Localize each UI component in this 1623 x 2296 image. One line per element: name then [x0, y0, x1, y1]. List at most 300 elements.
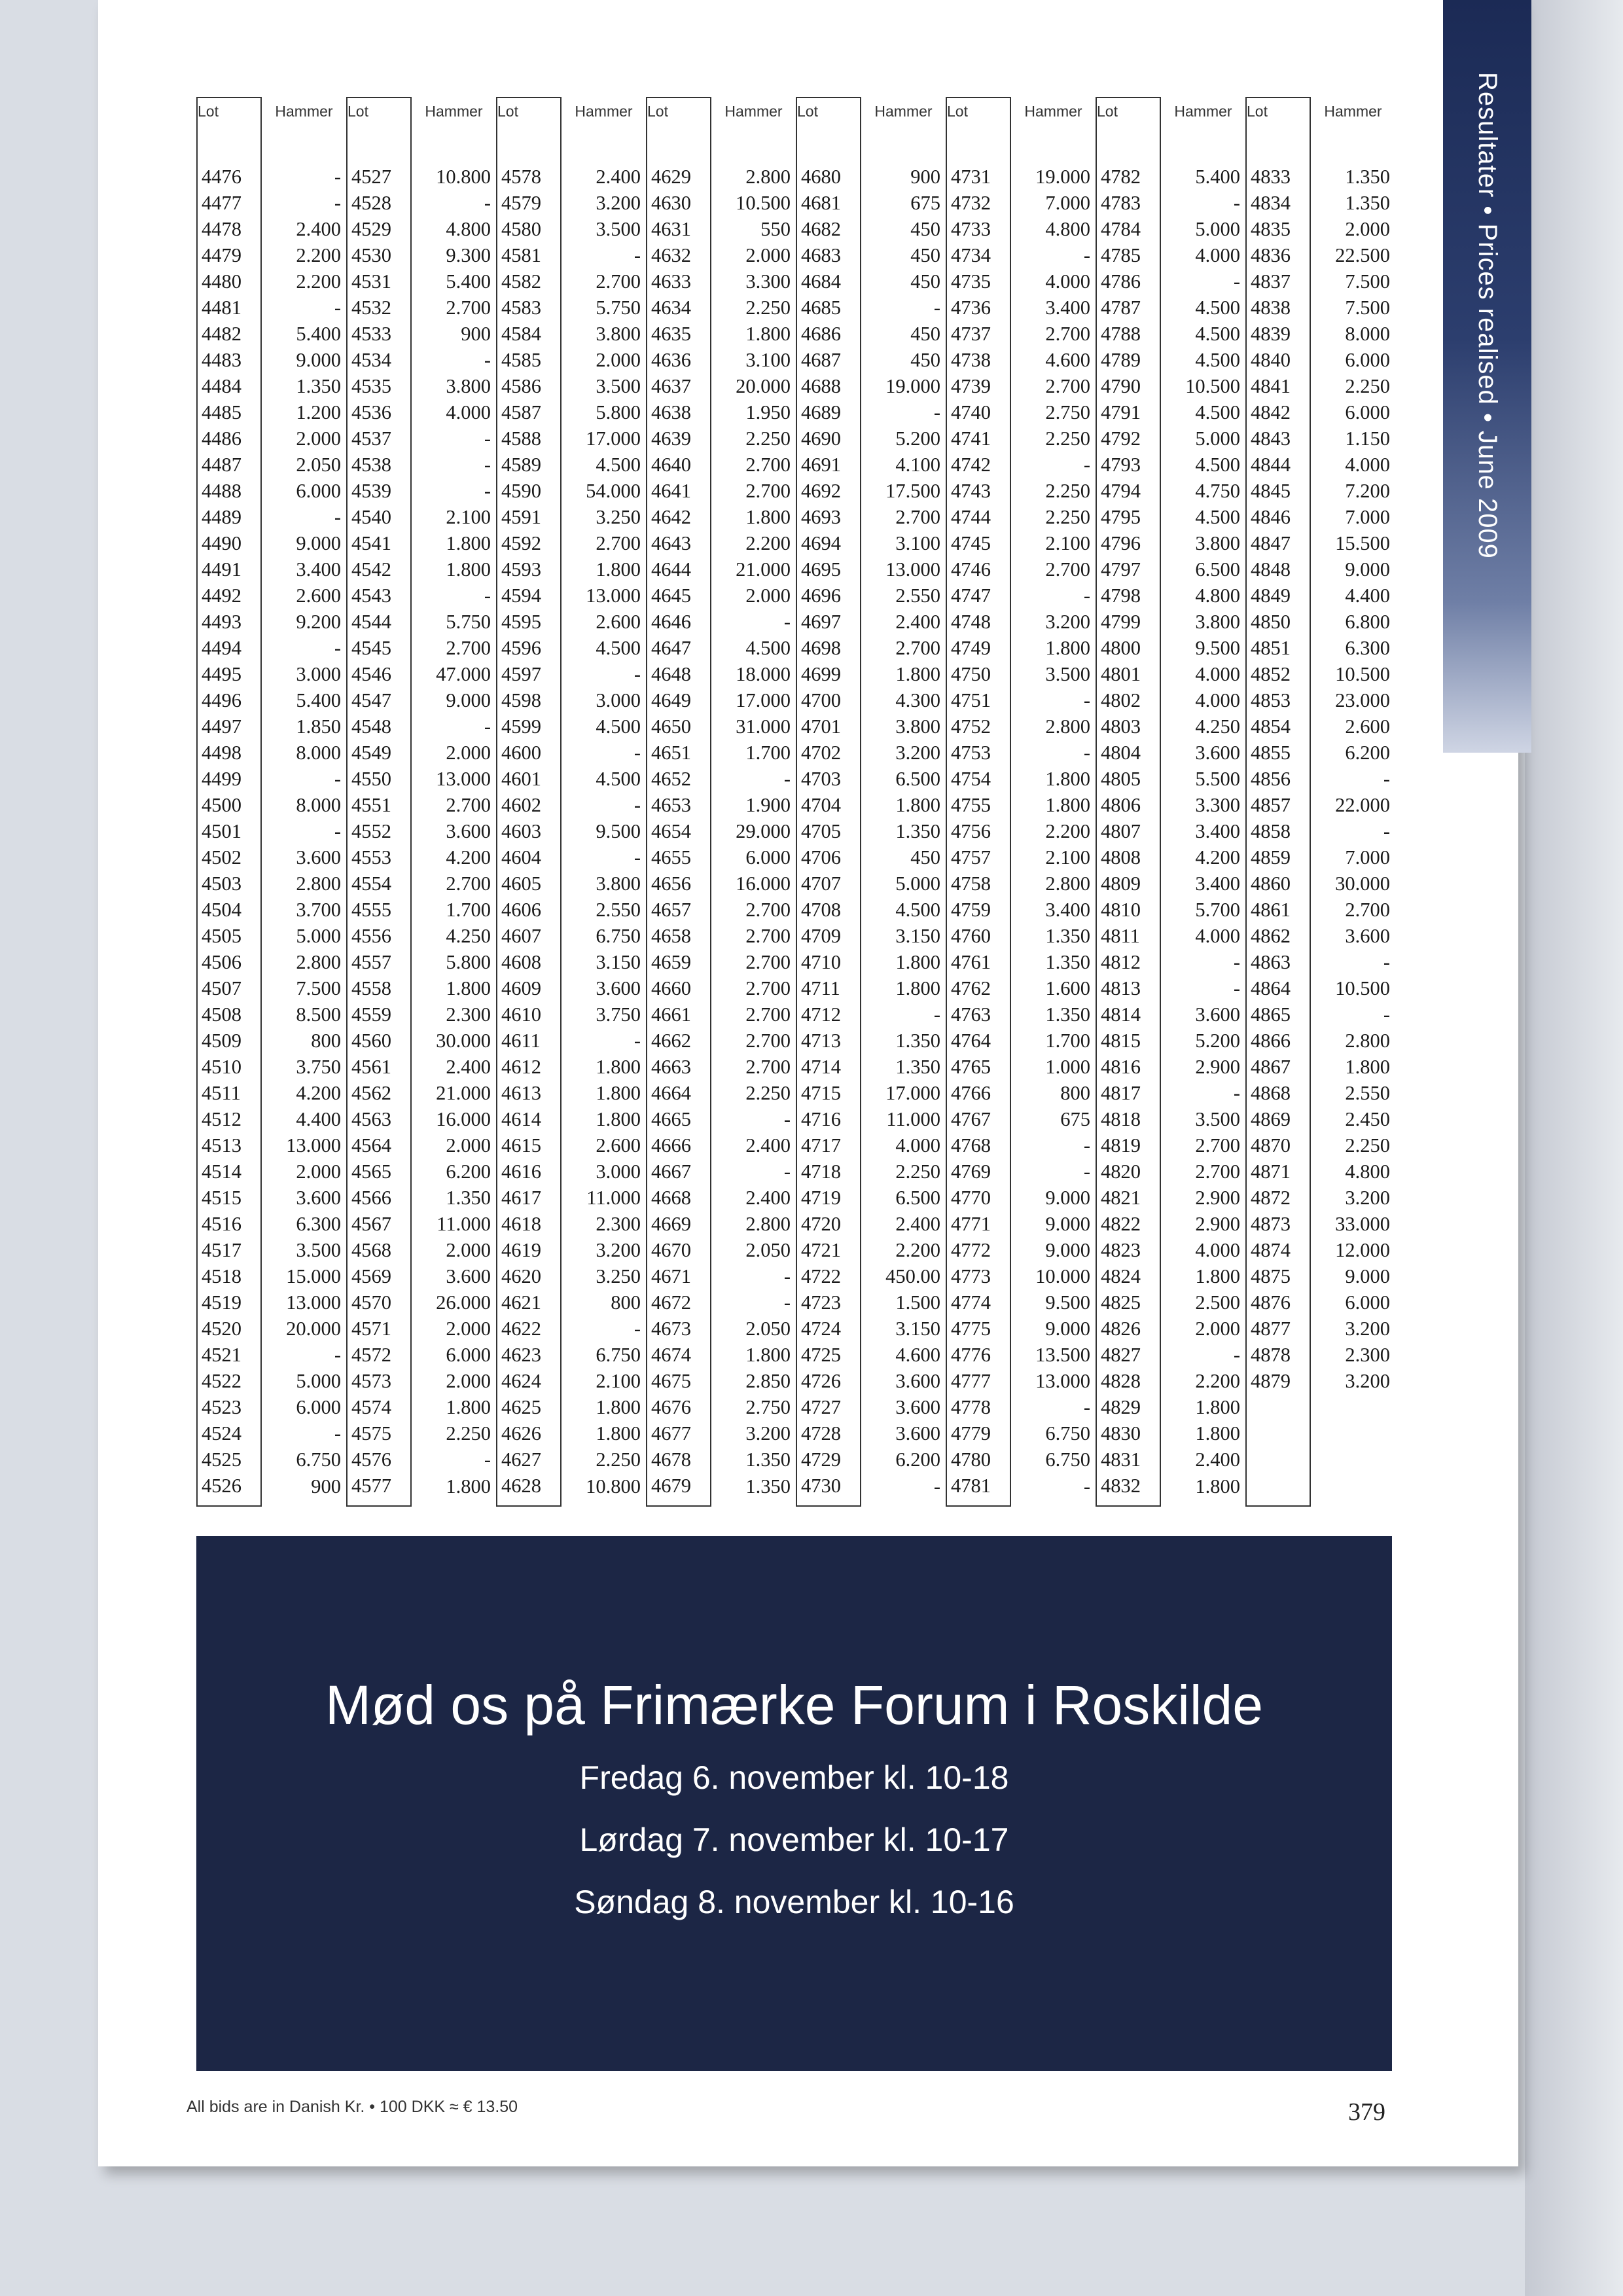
- hammer-price: 3.700: [296, 899, 341, 921]
- hammer-price: 2.300: [596, 1213, 641, 1235]
- lot-number: 4522: [197, 1368, 261, 1394]
- hammer-price: 3.600: [1345, 925, 1390, 947]
- hammer-price: 4.250: [446, 925, 491, 947]
- hammer-price: 2.700: [895, 506, 940, 528]
- hammer-price: 9.200: [296, 611, 341, 633]
- lot-number: 4743: [946, 478, 1010, 504]
- lot-number: 4728: [796, 1420, 861, 1446]
- lot-number: 4659: [647, 949, 711, 975]
- hammer-price: 6.300: [296, 1213, 341, 1235]
- hammer-price: 450: [910, 244, 940, 266]
- hammer-price: 54.000: [586, 480, 641, 502]
- hammer-price: 2.000: [1195, 1318, 1240, 1340]
- lot-number: 4571: [347, 1316, 411, 1342]
- hammer-price: 3.150: [895, 1318, 940, 1340]
- hammer-price: 4.800: [1345, 1160, 1390, 1183]
- hammer-price: 22.000: [1335, 794, 1390, 816]
- hammer-price: -: [933, 401, 940, 423]
- page-number: 379: [1348, 2098, 1385, 2126]
- hammer-price: 3.500: [596, 375, 641, 397]
- hammer-price: 2.750: [1045, 401, 1090, 423]
- hammer-price: 2.250: [596, 1448, 641, 1471]
- lot-number: 4481: [197, 295, 261, 321]
- lot-number: 4671: [647, 1263, 711, 1289]
- hammer-price: 1.800: [446, 977, 491, 999]
- lot-number: 4521: [197, 1342, 261, 1368]
- hammer-price: 900: [311, 1475, 341, 1498]
- table-row: [197, 1001, 1396, 1028]
- lot-number: 4640: [647, 452, 711, 478]
- hammer-price: 1.900: [745, 794, 791, 816]
- hammer-price: 12.000: [1335, 1239, 1390, 1261]
- lot-number: 4847: [1246, 530, 1310, 556]
- lot-number: 4779: [946, 1420, 1010, 1446]
- lot-number: 4655: [647, 844, 711, 870]
- hammer-price: 2.700: [745, 1003, 791, 1026]
- hammer-price: 1.350: [1345, 166, 1390, 188]
- lot-number: 4553: [347, 844, 411, 870]
- hammer-price: 3.600: [296, 1187, 341, 1209]
- hammer-price: 4.800: [1195, 584, 1240, 607]
- lot-number: 4825: [1096, 1289, 1160, 1316]
- lot-number: 4635: [647, 321, 711, 347]
- lot-number: 4809: [1096, 870, 1160, 897]
- lot-number: 4592: [497, 530, 561, 556]
- hammer-price: 2.800: [745, 166, 791, 188]
- lot-number: 4877: [1246, 1316, 1310, 1342]
- hammer-price: -: [1383, 951, 1390, 973]
- lot-number: 4853: [1246, 687, 1310, 713]
- hammer-price: 6.500: [895, 1187, 940, 1209]
- lot-number: 4869: [1246, 1106, 1310, 1132]
- lot-number: 4588: [497, 425, 561, 452]
- table-row: [197, 1289, 1396, 1316]
- lot-number: 4489: [197, 504, 261, 530]
- lot-number: 4508: [197, 1001, 261, 1028]
- lot-number: 4587: [497, 399, 561, 425]
- hammer-price: 2.800: [1345, 1030, 1390, 1052]
- lot-number: 4732: [946, 190, 1010, 216]
- lot-number: 4879: [1246, 1368, 1310, 1394]
- lot-number: 4601: [497, 766, 561, 792]
- spacer-cell: [1246, 124, 1310, 164]
- lot-number: 4692: [796, 478, 861, 504]
- lot-number: 4802: [1096, 687, 1160, 713]
- hammer-price: -: [633, 742, 641, 764]
- hammer-price: 6.500: [1195, 558, 1240, 581]
- table-row: [197, 740, 1396, 766]
- hammer-price: 2.700: [745, 925, 791, 947]
- lot-number: 4845: [1246, 478, 1310, 504]
- hammer-price: 3.500: [596, 218, 641, 240]
- lot-number: 4518: [197, 1263, 261, 1289]
- spacer-cell: [561, 124, 647, 164]
- lot-number: 4727: [796, 1394, 861, 1420]
- lot-number: 4799: [1096, 609, 1160, 635]
- lot-number: 4766: [946, 1080, 1010, 1106]
- hammer-price: 4.500: [1195, 349, 1240, 371]
- lot-number: 4841: [1246, 373, 1310, 399]
- hammer-price: -: [783, 768, 791, 790]
- lot-number: 4591: [497, 504, 561, 530]
- lot-number: 4581: [497, 242, 561, 268]
- lot-number: 4827: [1096, 1342, 1160, 1368]
- spacer-cell: [1160, 124, 1246, 164]
- hammer-price: -: [334, 192, 341, 214]
- lot-number: 4812: [1096, 949, 1160, 975]
- lot-number: 4502: [197, 844, 261, 870]
- lot-number: 4816: [1096, 1054, 1160, 1080]
- lot-number: 4698: [796, 635, 861, 661]
- lot-number: 4682: [796, 216, 861, 242]
- lot-number: 4572: [347, 1342, 411, 1368]
- lot-number: 4666: [647, 1132, 711, 1158]
- header-hammer: Hammer: [1174, 102, 1232, 120]
- lot-number: 4797: [1096, 556, 1160, 583]
- hammer-price: 2.250: [1345, 1134, 1390, 1157]
- hammer-price: 2.550: [1345, 1082, 1390, 1104]
- table-row: [197, 1080, 1396, 1106]
- lot-number: 4839: [1246, 321, 1310, 347]
- lot-number: 4583: [497, 295, 561, 321]
- table-row: [197, 478, 1396, 504]
- hammer-price: 17.000: [885, 1082, 940, 1104]
- hammer-price: 6.200: [446, 1160, 491, 1183]
- hammer-price: 3.400: [1045, 899, 1090, 921]
- hammer-price: -: [1083, 584, 1090, 607]
- hammer-price: 1.800: [596, 1108, 641, 1130]
- spacer-cell: [261, 124, 347, 164]
- hammer-price: -: [334, 637, 341, 659]
- spacer-cell: [647, 124, 711, 164]
- lot-number: 4622: [497, 1316, 561, 1342]
- lot-number: 4563: [347, 1106, 411, 1132]
- hammer-price: 6.000: [296, 1396, 341, 1418]
- lot-number: 4516: [197, 1211, 261, 1237]
- hammer-price: 2.600: [596, 1134, 641, 1157]
- lot-number: 4787: [1096, 295, 1160, 321]
- hammer-price: 3.200: [895, 742, 940, 764]
- lot-number: 4867: [1246, 1054, 1310, 1080]
- hammer-price: 4.750: [1195, 480, 1240, 502]
- hammer-price: 4.300: [895, 689, 940, 711]
- lot-number: 4838: [1246, 295, 1310, 321]
- hammer-price: 1.200: [296, 401, 341, 423]
- hammer-price: -: [633, 846, 641, 869]
- lot-number: 4798: [1096, 583, 1160, 609]
- banner-date-friday: Fredag 6. november kl. 10-18: [579, 1759, 1009, 1796]
- lot-number: 4690: [796, 425, 861, 452]
- lot-number: 4568: [347, 1237, 411, 1263]
- hammer-price: -: [933, 296, 940, 319]
- lot-number: 4616: [497, 1158, 561, 1185]
- spacer-cell: [1010, 124, 1096, 164]
- hammer-price: 6.000: [296, 480, 341, 502]
- lot-number: 4549: [347, 740, 411, 766]
- hammer-price: 20.000: [736, 375, 791, 397]
- hammer-price: 1.800: [596, 1422, 641, 1444]
- hammer-price: 7.500: [1345, 270, 1390, 293]
- hammer-price: 2.700: [446, 637, 491, 659]
- hammer-price: 4.800: [1045, 218, 1090, 240]
- lot-number: 4686: [796, 321, 861, 347]
- hammer-price: 2.400: [596, 166, 641, 188]
- hammer-price: 5.750: [446, 611, 491, 633]
- lot-number: 4755: [946, 792, 1010, 818]
- lot-number: 4540: [347, 504, 411, 530]
- table-row: [197, 1263, 1396, 1289]
- hammer-price: 4.500: [1195, 401, 1240, 423]
- lot-number: 4801: [1096, 661, 1160, 687]
- lot-number: 4870: [1246, 1132, 1310, 1158]
- lot-number: 4536: [347, 399, 411, 425]
- lot-number: 4626: [497, 1420, 561, 1446]
- hammer-price: 4.600: [1045, 349, 1090, 371]
- hammer-price: 6.500: [895, 768, 940, 790]
- hammer-price: 31.000: [736, 715, 791, 738]
- lot-number: 4764: [946, 1028, 1010, 1054]
- hammer-price: 4.600: [895, 1344, 940, 1366]
- lot-number: 4478: [197, 216, 261, 242]
- lot-number: 4638: [647, 399, 711, 425]
- lot-number: 4688: [796, 373, 861, 399]
- lot-number: 4544: [347, 609, 411, 635]
- lot-number: 4623: [497, 1342, 561, 1368]
- hammer-price: 2.050: [745, 1318, 791, 1340]
- hammer-price: 2.000: [745, 584, 791, 607]
- hammer-price: 2.250: [1045, 506, 1090, 528]
- lot-number: 4815: [1096, 1028, 1160, 1054]
- event-banner: [196, 1536, 1392, 2071]
- table-row: [197, 1446, 1396, 1473]
- lot-number: 4642: [647, 504, 711, 530]
- lot-number: 4772: [946, 1237, 1010, 1263]
- lot-number: 4545: [347, 635, 411, 661]
- hammer-price: 2.100: [446, 506, 491, 528]
- hammer-price: 23.000: [1335, 689, 1390, 711]
- hammer-price: 6.000: [1345, 1291, 1390, 1314]
- table-row: [197, 897, 1396, 923]
- lot-number: 4609: [497, 975, 561, 1001]
- hammer-price: -: [1383, 820, 1390, 842]
- hammer-price: 11.000: [886, 1108, 940, 1130]
- lot-number: 4702: [796, 740, 861, 766]
- lot-number: 4624: [497, 1368, 561, 1394]
- hammer-price: 1.700: [745, 742, 791, 764]
- hammer-price: -: [484, 480, 491, 502]
- lot-number: 4483: [197, 347, 261, 373]
- lot-number: 4676: [647, 1394, 711, 1420]
- header-lot: Lot: [647, 98, 711, 124]
- lot-number: 4739: [946, 373, 1010, 399]
- lot-number: 4699: [796, 661, 861, 687]
- lot-number: 4813: [1096, 975, 1160, 1001]
- lot-number: 4596: [497, 635, 561, 661]
- hammer-price: 9.500: [1045, 1291, 1090, 1314]
- hammer-price: 3.600: [446, 1265, 491, 1287]
- hammer-price: 2.400: [745, 1187, 791, 1209]
- lot-number: 4851: [1246, 635, 1310, 661]
- hammer-price: 2.000: [596, 349, 641, 371]
- hammer-price: 1.600: [1045, 977, 1090, 999]
- hammer-price: 10.500: [1185, 375, 1240, 397]
- hammer-price: 1.350: [895, 1056, 940, 1078]
- hammer-price: 4.000: [1195, 1239, 1240, 1261]
- lot-number: 4496: [197, 687, 261, 713]
- hammer-price: 3.800: [446, 375, 491, 397]
- lot-number: 4785: [1096, 242, 1160, 268]
- hammer-price: -: [334, 296, 341, 319]
- lot-number: 4621: [497, 1289, 561, 1316]
- lot-number: 4575: [347, 1420, 411, 1446]
- lot-number: 4506: [197, 949, 261, 975]
- lot-number: 4770: [946, 1185, 1010, 1211]
- lot-number: 4849: [1246, 583, 1310, 609]
- lot-number: 4800: [1096, 635, 1160, 661]
- hammer-price: 2.200: [745, 532, 791, 554]
- hammer-price: 2.700: [745, 977, 791, 999]
- hammer-price: 2.700: [1345, 899, 1390, 921]
- hammer-price: 9.000: [296, 532, 341, 554]
- hammer-price: 2.700: [745, 899, 791, 921]
- lot-number: 4689: [796, 399, 861, 425]
- lot-number: 4675: [647, 1368, 711, 1394]
- lot-number: 4665: [647, 1106, 711, 1132]
- lot-number: 4716: [796, 1106, 861, 1132]
- hammer-price: -: [1233, 977, 1240, 999]
- lot-number: 4672: [647, 1289, 711, 1316]
- hammer-price: 2.900: [1195, 1187, 1240, 1209]
- table-row: [197, 1342, 1396, 1368]
- hammer-price: 3.500: [1045, 663, 1090, 685]
- hammer-price: 3.600: [1195, 742, 1240, 764]
- lot-number: 4552: [347, 818, 411, 844]
- lot-number: 4550: [347, 766, 411, 792]
- hammer-price: 2.450: [1345, 1108, 1390, 1130]
- hammer-price: 5.000: [1195, 427, 1240, 450]
- lot-number: 4653: [647, 792, 711, 818]
- hammer-price: 4.200: [446, 846, 491, 869]
- lot-number: 4608: [497, 949, 561, 975]
- lot-number: 4476: [197, 164, 261, 190]
- hammer-price: 1.800: [446, 1475, 491, 1498]
- lot-number: 4554: [347, 870, 411, 897]
- hammer-price: 2.850: [745, 1370, 791, 1392]
- hammer-price: -: [633, 663, 641, 685]
- lot-number: 4509: [197, 1028, 261, 1054]
- hammer-price: 8.500: [296, 1003, 341, 1026]
- hammer-price: 10.500: [736, 192, 791, 214]
- hammer-price: 2.700: [446, 794, 491, 816]
- hammer-price: 2.250: [895, 1160, 940, 1183]
- lot-number: 4525: [197, 1446, 261, 1473]
- hammer-price: 2.000: [446, 1370, 491, 1392]
- banner-title: Mød os på Frimærke Forum i Roskilde: [325, 1674, 1263, 1736]
- lot-number: 4788: [1096, 321, 1160, 347]
- hammer-price: 6.200: [895, 1448, 940, 1471]
- lot-number: 4756: [946, 818, 1010, 844]
- hammer-price: 4.500: [1195, 506, 1240, 528]
- lot-number: 4595: [497, 609, 561, 635]
- lot-number: 4645: [647, 583, 711, 609]
- section-title: Resultater • Prices realised • June 2009: [1473, 72, 1502, 559]
- lot-number: 4704: [796, 792, 861, 818]
- lot-number: 4749: [946, 635, 1010, 661]
- lot-number: 4725: [796, 1342, 861, 1368]
- lot-number: 4709: [796, 923, 861, 949]
- lot-number: 4627: [497, 1446, 561, 1473]
- lot-number: 4539: [347, 478, 411, 504]
- lot-number: 4594: [497, 583, 561, 609]
- table-row: [197, 609, 1396, 635]
- hammer-price: 9.000: [296, 349, 341, 371]
- hammer-price: 1.350: [895, 820, 940, 842]
- hammer-price: 3.250: [596, 506, 641, 528]
- lot-number: 4551: [347, 792, 411, 818]
- lot-number: 4586: [497, 373, 561, 399]
- lot-number: 4504: [197, 897, 261, 923]
- lot-number: 4711: [796, 975, 861, 1001]
- lot-number: 4818: [1096, 1106, 1160, 1132]
- lot-number: 4493: [197, 609, 261, 635]
- lot-number: 4746: [946, 556, 1010, 583]
- hammer-price: 9.000: [1345, 558, 1390, 581]
- hammer-price: 4.500: [596, 768, 641, 790]
- lot-number: 4649: [647, 687, 711, 713]
- lot-number: 4652: [647, 766, 711, 792]
- hammer-price: 2.550: [895, 584, 940, 607]
- hammer-price: -: [484, 584, 491, 607]
- hammer-price: 2.800: [1045, 872, 1090, 895]
- hammer-price: -: [484, 715, 491, 738]
- lot-number: 4683: [796, 242, 861, 268]
- table-row: [197, 818, 1396, 844]
- hammer-price: 5.750: [596, 296, 641, 319]
- hammer-price: 5.500: [1195, 768, 1240, 790]
- lot-number: 4503: [197, 870, 261, 897]
- hammer-price: 450: [910, 218, 940, 240]
- hammer-price: 3.800: [596, 323, 641, 345]
- lot-number: 4807: [1096, 818, 1160, 844]
- lot-number: 4599: [497, 713, 561, 740]
- hammer-price: 6.000: [1345, 349, 1390, 371]
- hammer-price: 450: [910, 270, 940, 293]
- table-row: [197, 1211, 1396, 1237]
- hammer-price: 1.800: [596, 1396, 641, 1418]
- hammer-price: [1310, 1420, 1396, 1446]
- lot-number: 4712: [796, 1001, 861, 1028]
- hammer-price: 2.400: [446, 1056, 491, 1078]
- lot-number: 4736: [946, 295, 1010, 321]
- hammer-price: 15.500: [1335, 532, 1390, 554]
- lot-number: 4693: [796, 504, 861, 530]
- hammer-price: 1.500: [895, 1291, 940, 1314]
- lot-number: 4630: [647, 190, 711, 216]
- table-row: [197, 1106, 1396, 1132]
- lot-number: 4535: [347, 373, 411, 399]
- hammer-price: -: [783, 1291, 791, 1314]
- lot-number: 4510: [197, 1054, 261, 1080]
- lot-number: 4817: [1096, 1080, 1160, 1106]
- lot-number: 4673: [647, 1316, 711, 1342]
- hammer-price: 13.000: [436, 768, 491, 790]
- lot-number: [1246, 1446, 1310, 1473]
- lot-number: 4569: [347, 1263, 411, 1289]
- spacer-cell: [1310, 124, 1396, 164]
- lot-number: 4850: [1246, 609, 1310, 635]
- lot-number: 4567: [347, 1211, 411, 1237]
- hammer-price: 3.200: [1345, 1318, 1390, 1340]
